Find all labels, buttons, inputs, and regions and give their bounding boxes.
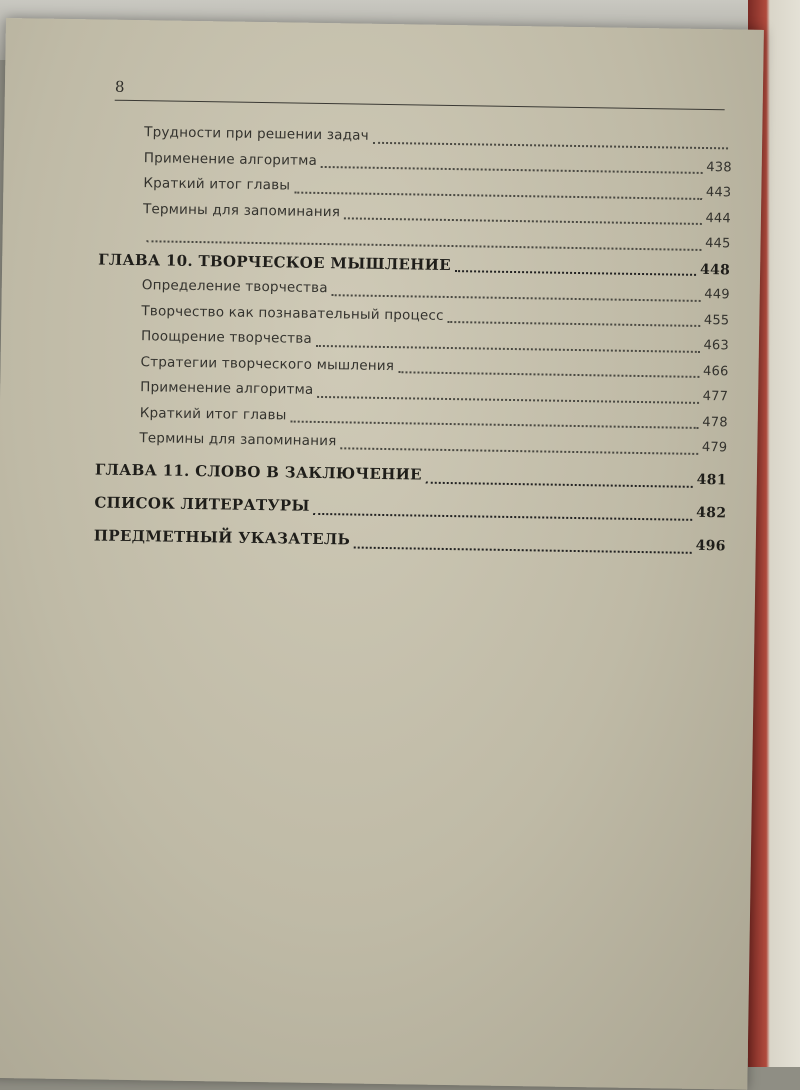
toc-entry-page: 478 — [702, 414, 728, 430]
toc-leader-dots — [332, 293, 701, 302]
toc-entry-page: 477 — [702, 388, 729, 405]
bleed-through-text — [90, 560, 737, 1050]
toc-entry-page: 449 — [704, 287, 730, 303]
toc-entry-title: Применение алгоритма — [143, 149, 318, 169]
toc-entry-title: СПИСОК ЛИТЕРАТУРЫ — [94, 492, 310, 515]
toc-chapter-entry — [94, 520, 726, 560]
toc-entry-title: ГЛАВА 11. СЛОВО В ЗАКЛЮЧЕНИЕ — [94, 459, 422, 484]
toc-entry-title: Термины для запоминания — [139, 430, 337, 450]
toc-entry-page: 479 — [701, 439, 728, 456]
toc-entry-page: 482 — [696, 504, 727, 521]
toc-entry-title: Стратегии творческого мышления — [140, 353, 395, 374]
toc-leader-dots — [314, 511, 692, 520]
toc-leader-dots — [354, 545, 692, 553]
toc-entry-page: 466 — [703, 363, 729, 379]
toc-leader-dots — [426, 480, 693, 487]
toc-entry-title: ПРЕДМЕТНЫЙ УКАЗАТЕЛЬ — [93, 525, 351, 548]
toc-entry-page: 481 — [696, 471, 727, 488]
toc-leader-dots — [398, 370, 699, 378]
table-of-contents — [94, 119, 733, 559]
toc-leader-dots — [455, 269, 696, 276]
toc-entry-page: 496 — [695, 537, 726, 554]
toc-entry-page: 463 — [703, 337, 730, 354]
toc-leader-dots — [316, 343, 700, 352]
toc-entry-title: Применение алгоритма — [140, 379, 314, 398]
toc-leader-dots — [373, 140, 728, 149]
toc-leader-dots — [344, 216, 701, 225]
toc-entry-page: 444 — [705, 210, 732, 226]
toc-entry-title: Определение творчества — [141, 277, 328, 297]
toc-leader-dots — [448, 320, 700, 327]
toc-leader-dots — [340, 446, 697, 455]
toc-entry-page: 448 — [699, 261, 731, 278]
toc-leader-dots — [294, 190, 702, 199]
toc-leader-dots — [317, 394, 698, 403]
toc-entry-title: ГЛАВА 10. ТВОРЧЕСКОЕ МЫШЛЕНИЕ — [98, 249, 452, 274]
toc-leader-dots — [321, 165, 702, 174]
toc-entry-page: 445 — [705, 236, 731, 252]
book-page — [0, 18, 764, 1090]
toc-entry-title: Трудности при решении задач — [144, 124, 369, 144]
toc-entry-title: Термины для запоминания — [142, 200, 341, 220]
toc-entry-title: Краткий итог главы — [139, 404, 287, 423]
toc-entry-title: Краткий итог главы — [143, 175, 291, 194]
toc-entry-page: 455 — [703, 312, 730, 328]
page-number: 8 — [115, 78, 725, 111]
toc-entry-page: 443 — [705, 185, 732, 201]
toc-leader-dots — [290, 420, 698, 429]
toc-entry-title: Поощрение творчества — [140, 328, 313, 347]
toc-entry-title: Творчество как познавательный процесс — [141, 302, 444, 324]
toc-entry-page: 438 — [706, 159, 732, 175]
